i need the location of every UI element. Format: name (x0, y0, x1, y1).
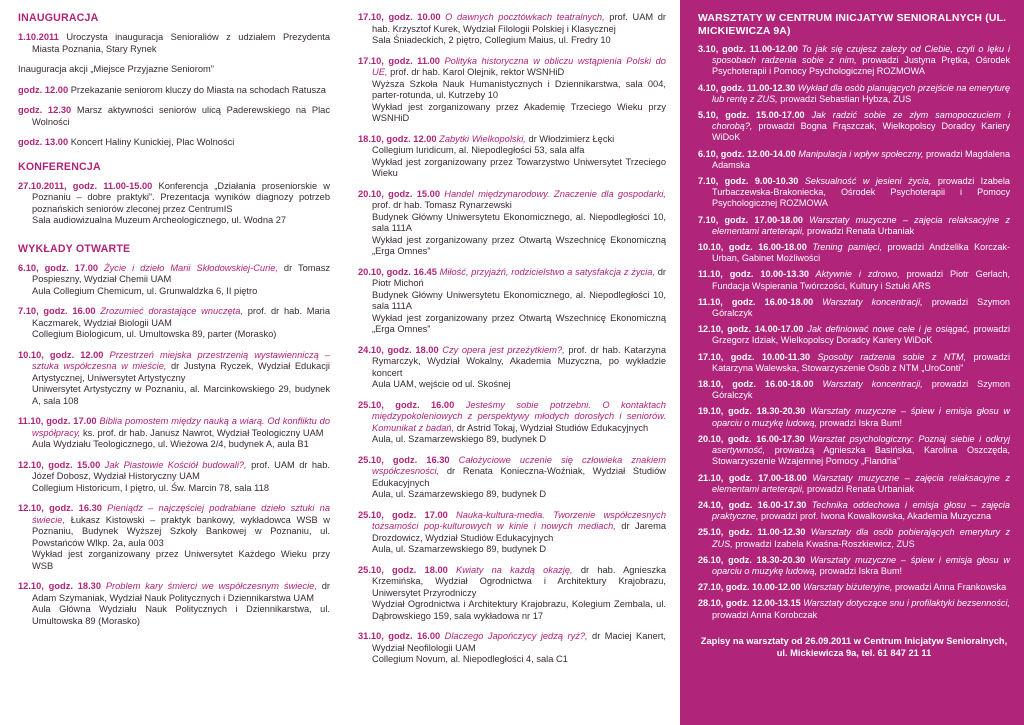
entry-text: Inauguracja akcji „Miejsce Przyjazne Seniorom” (18, 64, 214, 74)
entry-date: godz. 12.00 (18, 84, 69, 95)
entry-date: 11.10, godz. 16.00-18.00 (698, 296, 814, 307)
program-entry (698, 110, 1010, 144)
entry-title: O dawnych pocztówkach teatralnych, (440, 12, 605, 22)
program-entry (358, 134, 666, 180)
program-entry (698, 473, 1010, 495)
entry-text: dr Renata Konieczna-Woźniak, Wydział Studiów Edukacyjnych (372, 466, 666, 488)
entry-title: Zrozumieć dorastające wnuczęta, (95, 306, 244, 316)
entry-place: Collegium Novum, al. Niepodległości 4, sala C1 (372, 654, 568, 664)
left-column (0, 0, 338, 725)
entry-title: Problem kary śmierci we współczesnym świecie, (101, 581, 317, 591)
entry-date: 10.10, godz. 12.00 (18, 349, 104, 360)
entry-organizer: Wykład jest zorganizowany przez Otwartą Wszechnicę Ekonomiczną „Erga Omnes” (372, 234, 666, 256)
konferencja-entry (18, 181, 330, 227)
entry-text: prowadzi Szymon Góralczyk (712, 296, 1010, 319)
entry-date: godz. 13.00 (18, 137, 69, 147)
program-entry (698, 406, 1010, 428)
program-entry (698, 269, 1010, 291)
entry-text: dr Tomasz Pospieszny, Wydział Chemii UAM (32, 262, 330, 284)
program-entry (698, 582, 1010, 593)
entry-date: 25.10, godz. 16.30 (358, 454, 450, 465)
entry-date: 17.10, godz. 10.00 (358, 12, 441, 22)
entry-text: prowadzi Grzegorz Idziak, Wielkopolscy Doradcy Kariery WiDoK (712, 324, 1010, 346)
program-entry (18, 32, 330, 55)
entry-title: Manipulacja i wpływ społeczny, (795, 148, 924, 159)
entry-title: Wykład dla osób planujących przejście na emeryturę lub rentę z ZUS, (712, 82, 1011, 104)
entry-text: prof. UAM dr hab. Krzysztof Kurek, Wydział Filologii Polskiej i Klasycznej (372, 12, 666, 34)
entry-organizer: Wykład jest zorganizowany przez Otwartą Wszechnicę Ekonomiczną „Erga Omnes” (372, 312, 666, 334)
entry-title: Technika oddechowa i emisja głosu – zajęcia praktyczne, (712, 499, 1010, 522)
right-column-workshops (680, 0, 1024, 725)
program-entry (358, 510, 666, 556)
entry-date: 24.10, godz. 16.00-17.30 (698, 499, 807, 510)
entry-text: prowadzi Szymon Góralczyk (712, 379, 1010, 401)
entry-date: 31.10, godz. 16.00 (358, 631, 441, 641)
entry-date: 12.10, godz. 18.30 (18, 581, 102, 591)
entry-title: To jak się czujesz zależy od Ciebie, czyli o lęku i sposobach radzenia sobie z nim, (712, 44, 1011, 66)
entry-date: 5.10, godz. 15.00-17.00 (698, 110, 805, 121)
entry-text: dr Justyna Ryczek, Wydział Edukacji Artystycznej, Uniwersytet Artystyczny (32, 361, 330, 383)
program-entry (358, 345, 666, 391)
entry-text: prof. dr hab. Tomasz Rynarzewski (372, 200, 512, 210)
entry-title: Warsztaty biżuteryjne, (800, 582, 893, 593)
konferencja-date: 27.10.2011, godz. 11.00-15.00 (18, 180, 153, 191)
entry-date: 27.10, godz. 10.00-12.00 (698, 582, 801, 593)
program-entry (358, 455, 666, 501)
program-entry (18, 350, 330, 408)
entry-organizer: Wykład jest zorganizowany przez Towarzystwo Uniwersytet Trzeciego Wieku (372, 156, 666, 178)
entry-place: Aula Collegium Chemicum, ul. Grunwaldzka 6, II piętro (32, 285, 258, 296)
program-entry (18, 64, 330, 76)
entry-text: prof. UAM dr hab. Józef Dobosz, Wydział Historyczny UAM (32, 459, 330, 481)
entry-date: 12.10, godz. 16.30 (18, 503, 102, 513)
entry-date: 3.10, godz. 11.00-12.00 (698, 44, 798, 54)
program-entry (698, 324, 1010, 346)
entry-text: prowadzi Renata Urbaniak (804, 483, 915, 494)
entry-place: Budynek Główny Uniwersytetu Ekonomicznego, al. Niepodległości 10, sala 111A (372, 211, 666, 233)
entry-title: Warsztaty dotyczące snu i profilaktyki bezsenności, (800, 598, 1011, 609)
entry-title: Czy opera jest przeżytkiem?, (438, 344, 565, 355)
program-entry (698, 527, 1010, 549)
entry-text: dr Piotr Michoń (372, 266, 666, 288)
entry-place: Aula Wydziału Teologicznego, ul. Wieżowa 2/4, budynek A, aula B1 (32, 439, 309, 449)
entry-title: Seksualność w jesieni życia, (798, 176, 932, 187)
entry-date: 17.10, godz. 10.00-11.30 (698, 351, 810, 362)
entry-title: Jak radzić sobie ze złym samopoczuciem i chorobą?, (712, 110, 1010, 132)
program-entry (18, 105, 330, 128)
entry-title: Aktywnie i zdrowo, (808, 269, 900, 280)
entry-text: prowadzi Renata Urbaniak (804, 225, 915, 236)
middle-column (340, 0, 678, 725)
entry-text: prowadzi Anna Frankowska (892, 582, 1007, 593)
entry-date: 20.10, godz. 16.00-17.30 (698, 433, 805, 444)
entry-date: 7.10, godz. 17.00-18.00 (698, 214, 803, 225)
entry-title: Warsztaty koncentracji, (813, 379, 923, 390)
program-entry (698, 500, 1010, 522)
program-entry (698, 44, 1010, 78)
entry-text: prowadzi Katarzyna Walewska, Stowarzyszenie Osób z NTM „UroConti” (712, 351, 1010, 373)
entry-title: Jak definiować nowe cele i je osiągać, (803, 324, 970, 335)
entry-text: prowadzi Iskra Bum! (817, 417, 903, 428)
inauguracja-list (18, 32, 330, 149)
entry-text: dr Jarema Drozdowicz, Wydział Studiów Edukacyjnych (372, 521, 666, 543)
program-entry (358, 400, 666, 446)
entry-organizer: Wykład jest zorganizowany przez Akademię Trzeciego Wieku przy WSNHiD (372, 101, 666, 123)
section-heading-wyklady: WYKŁADY OTWARTE (18, 242, 131, 255)
entry-text: prowadzi Sebastian Hybza, ZUS (777, 93, 912, 104)
entry-text: prowadzi Bogna Frąszczak, Wielkopolscy Doradcy Kariery WiDoK (712, 121, 1010, 143)
entry-place: Wyższa Szkoła Nauk Humanistycznych i Dziennikarstwa, sala 004, parter-rotunda, ul. Kutrzeby 10 (372, 78, 666, 100)
entry-date: 25.10, godz. 17.00 (358, 509, 448, 520)
entry-text: prowadzi Iskra Bum! (817, 565, 903, 576)
entry-text: Uroczysta inauguracja Senioraliów z udziałem Prezydenta Miasta Poznania, Stary Rynek (32, 32, 330, 54)
entry-text: prowadzi Izabela Kwaśna-Roszkiewicz, ZUS (732, 538, 915, 549)
entry-text: prowadzi Justyna Prętka, Ośrodek Psychoterapii i Pomocy Psychologicznej ROZMOWA (712, 55, 1010, 77)
entry-place: Aula UAM, wejście od ul. Skośnej (372, 379, 511, 389)
program-entry (698, 598, 1010, 620)
entry-date: 24.10, godz. 18.00 (358, 344, 439, 355)
entry-place: Wydział Ogrodnictwa i Architektury Krajobrazu, Kolegium Zembala, ul. Dąbrowskiego 159, sala wykładowa nr 17 (372, 599, 666, 621)
entry-place: Uniwersytet Artystyczny w Poznaniu, al. Marcinkowskiego 29, budynek A, sala 108 (32, 384, 330, 406)
section-heading-konferencja: KONFERENCJA (18, 160, 101, 173)
program-entry (698, 434, 1010, 468)
entry-date: 28.10, godz. 12.00-13.15 (698, 598, 801, 609)
entry-title: Kwiaty na każdą okazję, (447, 564, 573, 575)
entry-date: 11.10, godz. 17.00 (18, 416, 97, 426)
entry-date: 12.10, godz. 14.00-17.00 (698, 324, 804, 335)
entry-title: Handel międzynarodowy. Znaczenie dla gospodarki, (440, 188, 666, 199)
entry-title: Warsztaty muzyczne – śpiew i emisja głosu w oparciu o muzykę ludową, (712, 406, 1010, 428)
program-entry (698, 176, 1010, 210)
entry-text: prowadzi Anna Korobczak (712, 609, 818, 620)
entry-date: 18.10, godz. 16.00-18.00 (698, 379, 814, 390)
program-entry (698, 83, 1010, 105)
program-entry (358, 267, 666, 336)
entry-title: Pieniądz – najczęściej podrabiane dzieło sztuki na świecie, (32, 503, 330, 525)
entry-title: Polityka historyczna w obliczu wstąpienia Polski do UE, (372, 55, 666, 77)
entry-date: 12.10, godz. 15.00 (18, 459, 101, 470)
entry-date: 25.10, godz. 18.00 (358, 564, 448, 575)
entry-place: Collegium Iuridicum, al. Niepodległości 53, sala alfa (372, 145, 585, 155)
entry-title: Zabytki Wielkopolski, (436, 133, 526, 144)
entry-date: 18.10, godz. 12.00 (358, 133, 437, 144)
entry-place: Aula, ul. Szamarzewskiego 89, budynek D (372, 434, 547, 444)
program-entry (358, 631, 666, 666)
entry-title: Jak Piastowie Kościół budowali?, (100, 459, 247, 470)
entry-title: Warsztaty koncentracji, (813, 296, 923, 307)
entry-place: Sala Śniadeckich, 2 piętro, Collegium Maius, ul. Fredry 10 (372, 35, 611, 45)
program-entry (358, 565, 666, 623)
entry-title: Warsztaty dla osób pobierających emerytury z ZUS, (712, 527, 1010, 549)
program-entry (358, 12, 666, 47)
entry-date: 4.10, godz. 11.00-12.30 (698, 82, 796, 93)
program-entry (358, 56, 666, 125)
entry-title: Warsztaty muzyczne – zajęcia relaksacyjne z elementami arteterapii, (712, 472, 1010, 494)
entry-date: 26.10, godz. 18.30-20.30 (698, 554, 806, 565)
program-entry (18, 503, 330, 572)
entry-text: prowadzi prof. Iwona Kowalkowska, Akademia Muzyczna (758, 511, 992, 522)
entry-text: prowadzi Magdalena Adamska (712, 148, 1010, 170)
entry-text: prof. dr hab. Katarzyna Rymarczyk, Wydział Wokalny, Akademia Muzyczna, po wykładzie koncert (372, 344, 666, 378)
program-entry (698, 297, 1010, 319)
program-entry (698, 242, 1010, 264)
program-entry (698, 379, 1010, 401)
entry-date: 20.10, godz. 16.45 (358, 266, 437, 277)
entry-date: 1.10.2011 (18, 32, 59, 42)
entry-text: prowadzi Piotr Gerlach, Fundacja Wspierania Twórczości, Kultury i Sztuki ARS (712, 269, 1010, 291)
entry-text: Przekazanie seniorom kluczy do Miasta na schodach Ratusza (68, 84, 326, 95)
entry-text: prof. dr hab. Maria Kaczmarek, Wydział Biologii UAM (32, 306, 330, 328)
entry-date: godz. 12.30 (18, 105, 72, 115)
entry-place: Collegium Historicum, I piętro, ul. Św. Marcin 78, sala 118 (32, 482, 269, 493)
entry-place: Aula, ul. Szamarzewskiego 89, budynek D (372, 489, 547, 499)
entry-title: Dlaczego Japończycy jedzą ryż?, (440, 631, 588, 641)
entry-date: 7.10, godz. 16.00 (18, 306, 96, 316)
entry-title: Nauka-kultura-media. Tworzenie współczesnych tożsamości pop-kulturowych w kinie i nowych mediach, (372, 509, 666, 531)
entry-text: Koncert Haliny Kunickiej, Plac Wolności (68, 137, 235, 147)
entry-text: Marsz aktywności seniorów ulicą Paderewskiego na Plac Wolności (32, 105, 330, 127)
registration-note: Zapisy na warsztaty od 26.09.2011 w Centrum Inicjatyw Senioralnych, ul. Mickiewicza 9a, tel. 61 847 21 11 (700, 635, 1008, 658)
entry-text: dr Adam Szymaniak, Wydział Nauk Politycznych i Dziennikarstwa UAM (32, 581, 330, 603)
entry-text: prowadzą Agnieszka Basińska, Karolina Oszczęda, Stowarzyszenie Wzajemnej Pomocy „Flandria” (712, 445, 1010, 467)
entry-title: Całożyciowe uczenie się człowieka znakiem współczesności, (372, 454, 666, 476)
program-entry (698, 555, 1010, 577)
entry-text: ks. prof. dr hab. Janusz Nawrot, Wydział Teologiczny UAM (80, 427, 324, 438)
konferencja-place: Sala audiowizualna Muzeum Archeologicznego, ul. Wodna 27 (32, 215, 287, 225)
entry-text: Łukasz Kistowski – praktyk bankowy, wykładowca WSB w Poznaniu, Budynek Wyższej Szkoły Bankowej w Poznaniu, ul. Powstańców Wlkp. 2a, aula 003 (32, 514, 330, 548)
program-entry (698, 352, 1010, 374)
entry-date: 10.10, godz. 16.00-18.00 (698, 242, 807, 253)
entry-date: 6.10, godz. 17.00 (18, 262, 99, 273)
entry-date: 19.10, godz. 18.30-20.30 (698, 406, 806, 417)
entry-title: Sposoby radzenia sobie z NTM, (810, 351, 967, 362)
entry-date: 11.10, godz. 10.00-13.30 (698, 269, 809, 280)
program-entry (18, 416, 330, 451)
entry-title: Warsztat psychologiczny: Poznaj siebie i odkryj asertywność, (712, 433, 1010, 456)
section-heading-warsztaty: WARSZTATY W CENTRUM INICJATYW SENIORALNYCH (UL. MICKIEWICZA 9A) (698, 13, 1007, 37)
warsztaty-list (698, 44, 1010, 621)
entry-place: Wykład jest zorganizowany przez Uniwersytet Każdego Wieku przy WSB (32, 549, 330, 571)
entry-date: 7.10, godz. 9.00-10.30 (698, 176, 799, 187)
program-entry (18, 263, 330, 298)
entry-text: prof. dr hab. Karol Olejnik, rektor WSNHiD (387, 67, 565, 77)
wyklady-list-2 (358, 12, 666, 666)
entry-place: Collegium Biologicum, ul. Umultowska 89, parter (Morasko) (32, 329, 277, 339)
program-entry (18, 581, 330, 627)
entry-title: Jesteśmy sobie potrzebni. O kontaktach międzypokoleniowych z perspektywy młodych dorosłych i seniorów. Komunikat z badań, (372, 399, 666, 433)
program-entry (698, 149, 1010, 171)
wyklady-list-1 (18, 263, 330, 628)
entry-text: prowadzi Izabela Turbaczewska-Brakoniecka, Ośrodek Psychoterapii i Pomocy Psychologicznej ROZMOWA (712, 176, 1010, 209)
entry-title: Warsztaty muzyczne – zajęcia relaksacyjne z elementami arteterapii, (712, 214, 1010, 236)
entry-title: Miłość, przyjaźń, rodzicielstwo a satysfakcja z życia, (436, 266, 655, 277)
entry-date: 25.10, godz. 16.00 (358, 399, 455, 410)
entry-title: Przestrzeń miejska przestrzenią wystawienniczą – sztuka współczesna w mieście, (32, 349, 330, 371)
entry-text: dr hab. Agnieszka Krzemińska, Wydział Ogrodnictwa i Architektury Krajobrazu, Uniwersytet Przyrodniczy (372, 564, 666, 598)
program-entry (358, 189, 666, 258)
section-heading-inauguracja: INAUGURACJA (18, 12, 99, 24)
entry-place: Aula Główna Wydziału Nauk Politycznych i Dziennikarstwa, ul. Umultowska 89 (Morasko) (32, 604, 330, 626)
program-entry (18, 460, 330, 495)
entry-title: Trening pamięci, (806, 242, 882, 253)
entry-text: prowadzi Andżelika Korczak-Urban, Gabinet Możliwości (712, 242, 1010, 264)
entry-text: dr Astrid Tokaj, Wydział Studiów Edukacyjnych (454, 422, 649, 433)
entry-text: dr Maciej Kanert, Wydział Neofilologii UAM (372, 631, 666, 653)
entry-place: Aula, ul. Szamarzewskiego 89, budynek D (372, 544, 547, 554)
entry-title: Życie i dzieło Marii Skłodowskiej-Curie, (98, 262, 279, 273)
entry-date: 21.10, godz. 17.00-18.00 (698, 472, 807, 483)
entry-title: Warsztaty muzyczne – śpiew i emisja głosu w oparciu o muzykę ludową, (712, 554, 1010, 576)
entry-date: 25.10, godz. 11.00-12.30 (698, 527, 806, 538)
program-entry (18, 137, 330, 149)
entry-place: Budynek Główny Uniwersytetu Ekonomicznego, al. Niepodległości 10, sala 111A (372, 289, 666, 311)
konferencja-text: Konferencja „Działania proseniorskie w Poznaniu – dobre praktyki”. Prezentacja wyników diagnozy potrzeb poznańskich seniorów zleconej przez CentrumIS (32, 180, 330, 214)
entry-date: 6.10, godz. 12.00-14.00 (698, 148, 796, 159)
entry-title: Biblia pomostem między nauką a wiarą. Od konfliktu do współpracy, (32, 416, 330, 438)
program-entry (18, 85, 330, 97)
entry-date: 17.10, godz. 11.00 (358, 55, 440, 66)
entry-date: 20.10, godz. 15.00 (358, 188, 440, 199)
program-entry (18, 306, 330, 341)
entry-text: dr Włodzimierz Łęcki (525, 133, 615, 144)
program-entry (698, 215, 1010, 237)
